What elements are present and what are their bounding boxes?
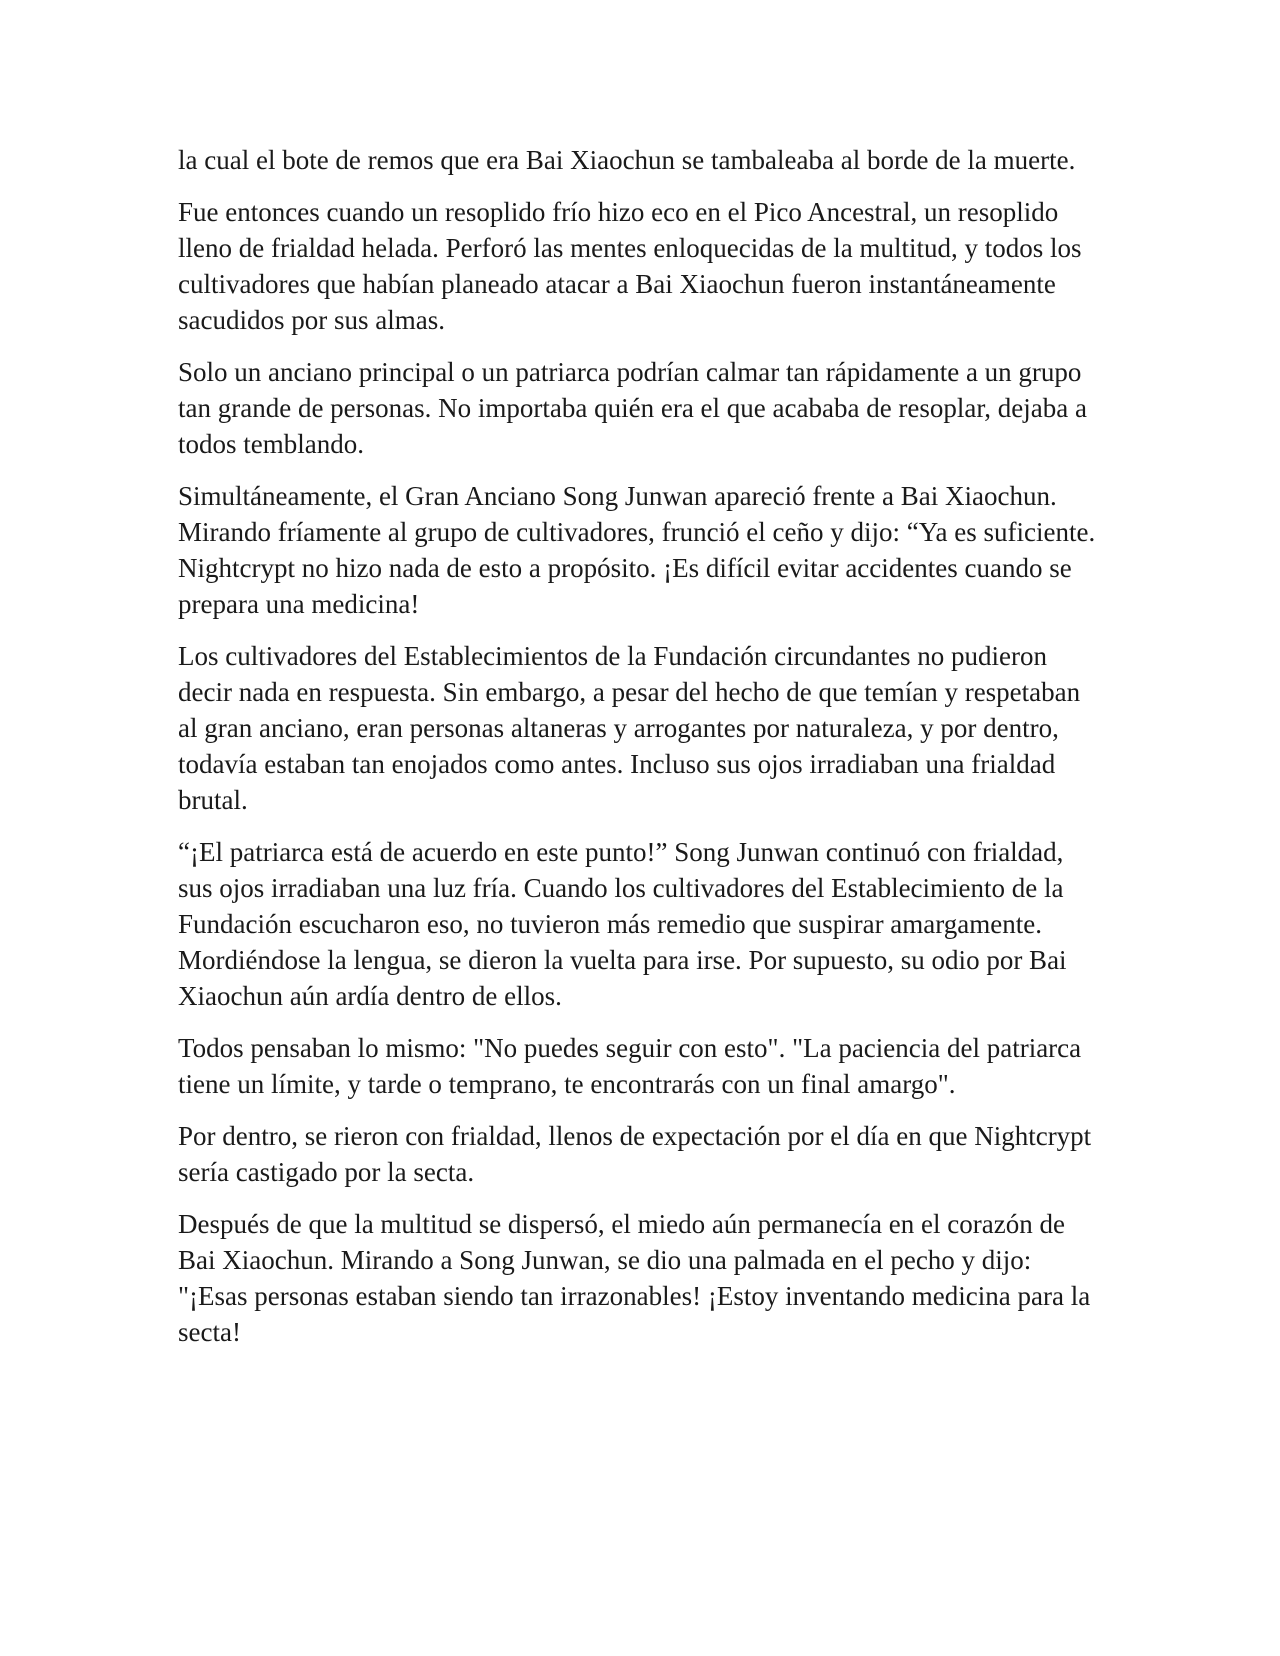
paragraph: la cual el bote de remos que era Bai Xiaochun se tambaleaba al borde de la muerte. [178,145,1076,175]
paragraph: Solo un anciano principal o un patriarca podrían calmar tan rápidamente a un grupo tan grande de personas. No importaba quién era el que acababa de resoplar, dejaba a todos temblando. [178,357,1087,459]
paragraph: Por dentro, se rieron con frialdad, llenos de expectación por el día en que Nightcrypt sería castigado por la secta. [178,1121,1092,1187]
document-body [178,142,1098,1366]
paragraph: Simultáneamente, el Gran Anciano Song Junwan apareció frente a Bai Xiaochun. Mirando fríamente al grupo de cultivadores, frunció el ceño y dijo: “Ya es suficiente. Nightcrypt no hizo nada de esto a propósito. ¡Es difícil evitar accidentes cuando se prepara una medicina! [178,481,1096,619]
paragraph: Después de que la multitud se dispersó, el miedo aún permanecía en el corazón de Bai Xiaochun. Mirando a Song Junwan, se dio una palmada en el pecho y dijo: "¡Esas personas estaban siendo tan irrazonables! ¡Estoy inventando medicina para la secta! [178,1209,1091,1347]
paragraph: Fue entonces cuando un resoplido frío hizo eco en el Pico Ancestral, un resoplido lleno de frialdad helada. Perforó las mentes enloquecidas de la multitud, y todos los cultivadores que habían planeado atacar a Bai Xiaochun fueron instantáneamente sacudidos por sus almas. [178,197,1082,335]
paragraph: Los cultivadores del Establecimientos de la Fundación circundantes no pudieron decir nada en respuesta. Sin embargo, a pesar del hecho de que temían y respetaban al gran anciano, eran personas altaneras y arrogantes por naturaleza, y por dentro, todavía estaban tan enojados como antes. Incluso sus ojos irradiaban una frialdad brutal. [178,641,1081,815]
paragraph: “¡El patriarca está de acuerdo en este punto!” Song Junwan continuó con frialdad, sus ojos irradiaban una luz fría. Cuando los cultivadores del Establecimiento de la Fundación escucharon eso, no tuvieron más remedio que suspirar amargamente. Mordiéndose la lengua, se dieron la vuelta para irse. Por supuesto, su odio por Bai Xiaochun aún ardía dentro de ellos. [178,837,1067,1011]
paragraph: Todos pensaban lo mismo: "No puedes seguir con esto". "La paciencia del patriarca tiene un límite, y tarde o temprano, te encontrarás con un final amargo". [178,1033,1082,1099]
